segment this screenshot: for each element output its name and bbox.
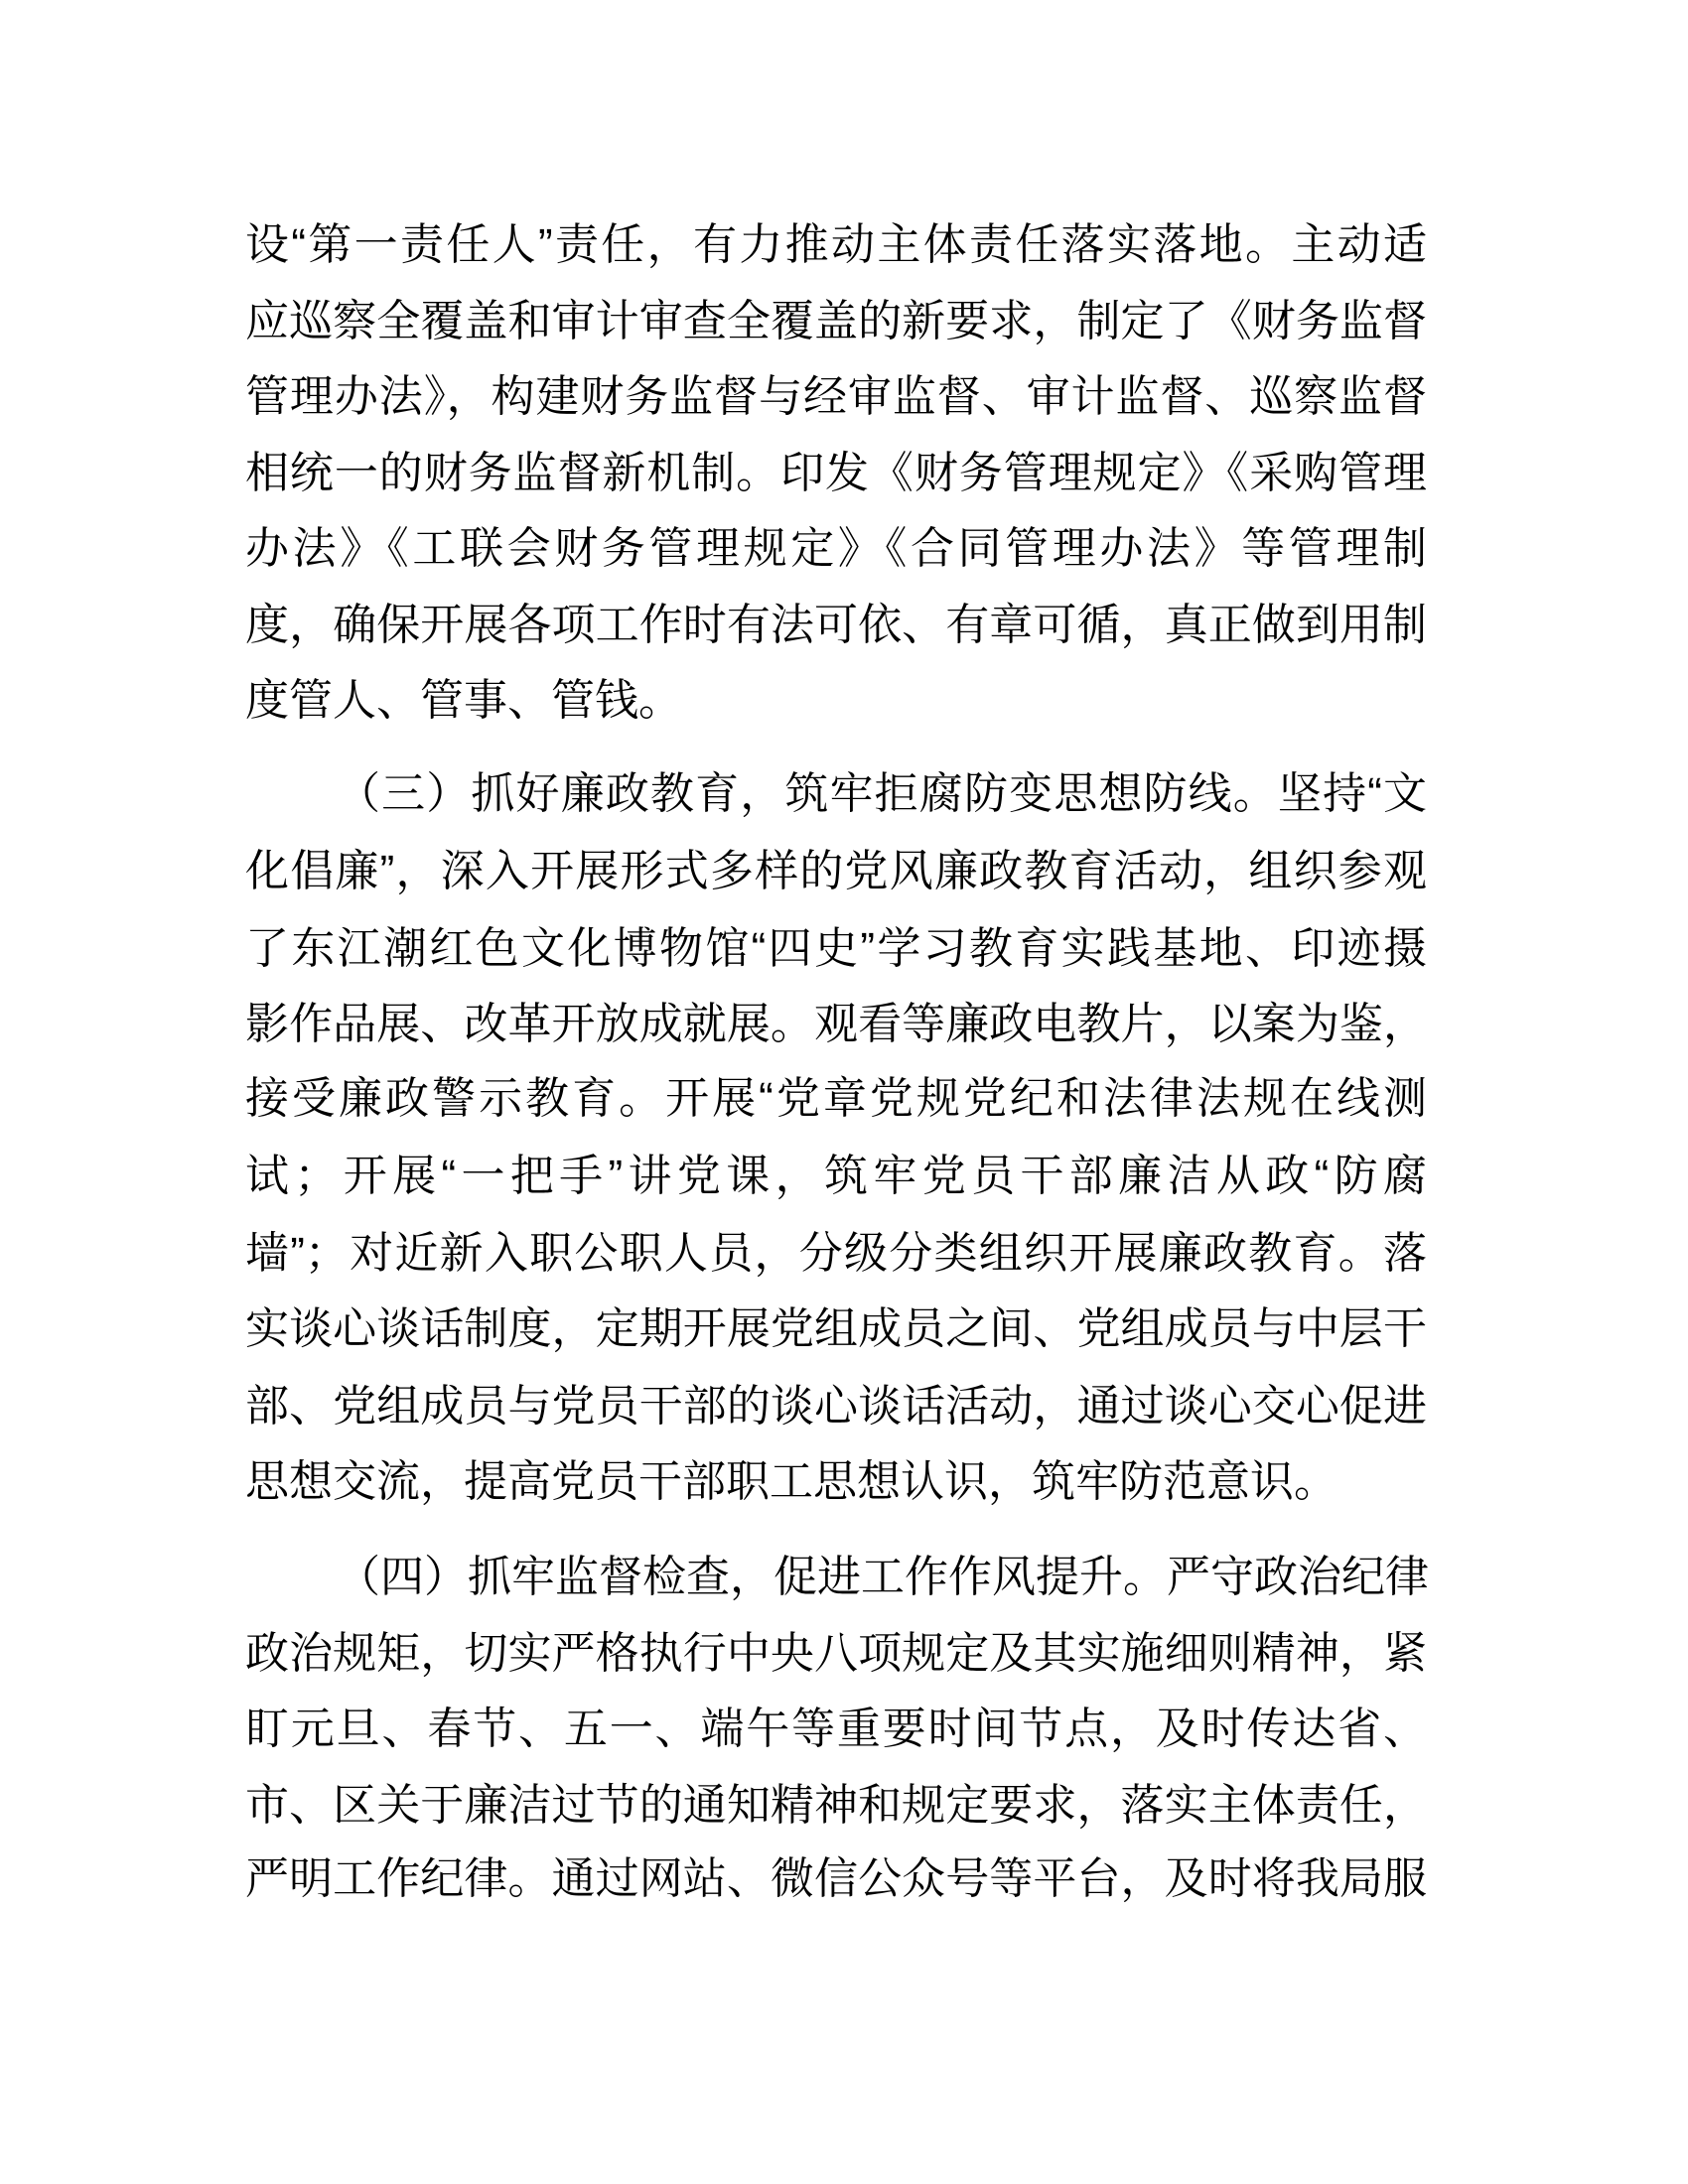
text-line: 化倡廉”，深入开展形式多样的党风廉政教育活动，组织参观 (245, 847, 1427, 895)
text-line: 管理办法》，构建财务监督与经审监督、审计监督、巡察监督 (245, 372, 1427, 421)
text-line: 办法》《工联会财务管理规定》《合同管理办法》等管理制 (245, 524, 1427, 573)
text-line: 度管人、管事、管钱。 (245, 676, 682, 725)
text-line: 相统一的财务监督新机制。印发《财务管理规定》《采购管理 (245, 449, 1427, 497)
text-line: 市、区关于廉洁过节的通知精神和规定要求，落实主体责任， (245, 1781, 1427, 1830)
text-line: 部、党组成员与党员干部的谈心谈话活动，通过谈心交心促进 (245, 1382, 1427, 1431)
section-heading-line: （四）抓牢监督检查，促进工作作风提升。严守政治纪律 (337, 1553, 1429, 1601)
text-line: 影作品展、改革开放成就展。观看等廉政电教片，以案为鉴， (245, 1000, 1427, 1048)
text-line: 接受廉政警示教育。开展“党章党规党纪和法律法规在线测 (245, 1074, 1427, 1123)
text-line: 政治规矩，切实严格执行中央八项规定及其实施细则精神，紧 (245, 1629, 1427, 1678)
text-line: 试；开展“一把手”讲党课，筑牢党员干部廉洁从政“防腐 (245, 1152, 1427, 1200)
text-line: 度，确保开展各项工作时有法可依、有章可循，真正做到用制 (245, 601, 1427, 649)
text-line: 应巡察全覆盖和审计审查全覆盖的新要求，制定了《财务监督 (245, 297, 1427, 345)
text-line: 设“第一责任人”责任，有力推动主体责任落实落地。主动适 (245, 220, 1427, 269)
text-line: 墙”；对近新入职公职人员，分级分类组织开展廉政教育。落 (245, 1229, 1427, 1278)
text-line: 实谈心谈话制度，定期开展党组成员之间、党组成员与中层干 (245, 1304, 1427, 1353)
text-line: 严明工作纪律。通过网站、微信公众号等平台，及时将我局服 (245, 1854, 1427, 1903)
section-heading-line: （三）抓好廉政教育，筑牢拒腐防变思想防线。坚持“文 (337, 769, 1427, 818)
text-line: 思想交流，提高党员干部职工思想认识，筑牢防范意识。 (245, 1457, 1337, 1506)
text-line: 了东江潮红色文化博物馆“四史”学习教育实践基地、印迹摄 (245, 924, 1427, 973)
text-line: 盯元旦、春节、五一、端午等重要时间节点，及时传达省、 (245, 1705, 1427, 1753)
